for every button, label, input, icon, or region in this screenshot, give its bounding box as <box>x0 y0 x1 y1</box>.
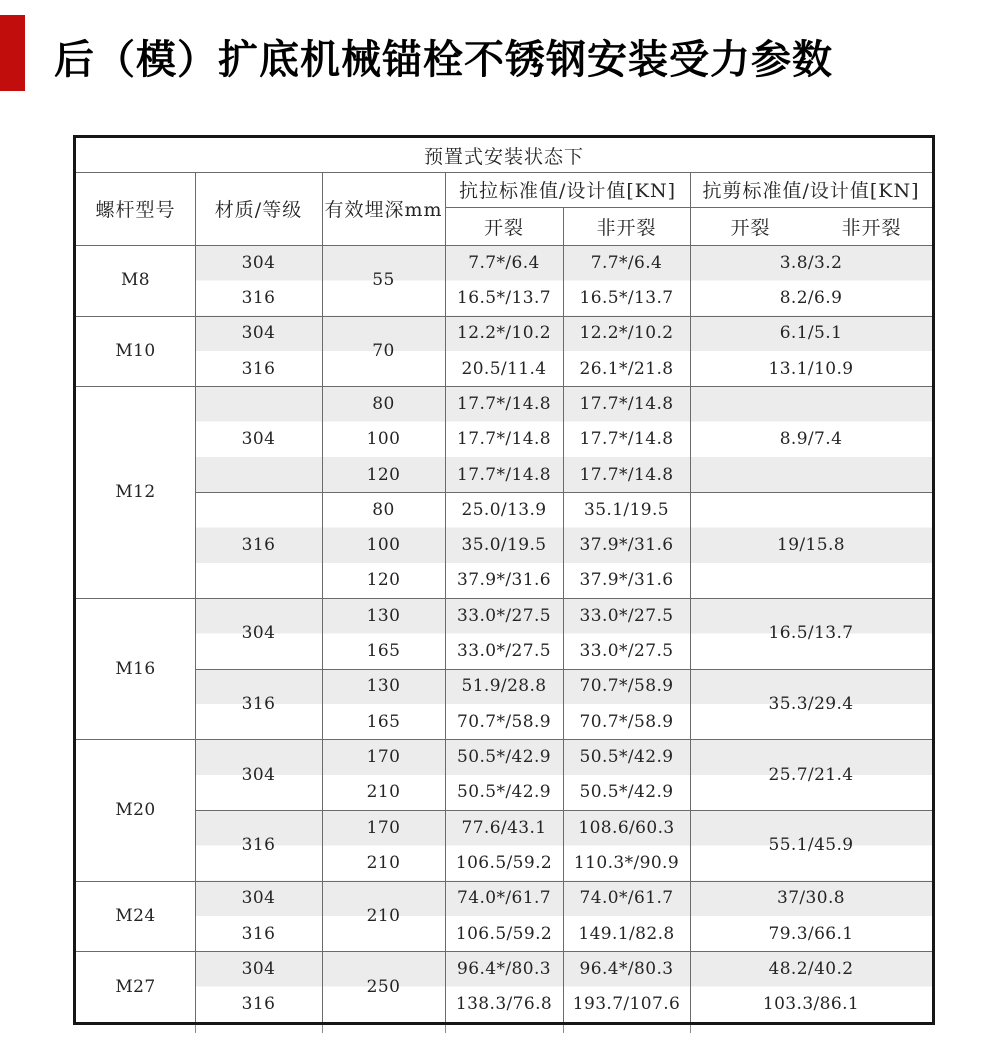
tension-uncracked-cell: 26.1*/21.8 <box>579 358 674 379</box>
tension-cracked-cell: 77.6/43.1 <box>461 817 547 838</box>
tension-uncracked-cell: 7.7*/6.4 <box>590 252 663 273</box>
tension-cracked-cell: 17.7*/14.8 <box>457 393 551 414</box>
tension-cracked-cell: 51.9/28.8 <box>461 676 547 697</box>
depth-cell: 80 <box>372 393 395 414</box>
tension-uncracked-cell: 96.4*/80.3 <box>579 959 674 980</box>
material-cell: 304 <box>241 764 276 785</box>
material-cell: 304 <box>241 623 276 644</box>
grid-line <box>322 1025 323 1033</box>
tension-uncracked-cell: 33.0*/27.5 <box>579 605 674 626</box>
tension-uncracked-cell: 35.1/19.5 <box>583 499 670 520</box>
tension-uncracked-cell: 17.7*/14.8 <box>579 393 674 414</box>
tension-uncracked-cell: 108.6/60.3 <box>578 817 675 838</box>
tension-cracked-cell: 7.7*/6.4 <box>468 252 540 273</box>
header-tension-cracked: 开裂 <box>483 216 524 239</box>
header-depth: 有效埋深mm <box>324 199 443 221</box>
tension-uncracked-cell: 74.0*/61.7 <box>579 888 674 909</box>
depth-cell: 165 <box>366 711 401 732</box>
tension-cracked-cell: 35.0/19.5 <box>461 535 547 556</box>
tension-cracked-cell: 138.3/76.8 <box>455 994 553 1015</box>
depth-cell: 55 <box>372 270 395 291</box>
shear-cell: 103.3/86.1 <box>762 994 860 1015</box>
depth-cell: 165 <box>366 641 401 662</box>
model-cell: M27 <box>115 976 156 997</box>
shear-cell: 3.8/3.2 <box>779 252 843 273</box>
depth-cell: 70 <box>372 340 395 361</box>
depth-cell: 120 <box>366 464 401 485</box>
tension-cracked-cell: 37.9*/31.6 <box>457 570 551 591</box>
tension-uncracked-cell: 50.5*/42.9 <box>579 747 674 768</box>
model-cell: M10 <box>115 340 156 361</box>
grid-line <box>445 1025 446 1033</box>
model-cell: M8 <box>120 270 151 291</box>
material-cell: 304 <box>241 252 276 273</box>
tension-cracked-cell: 16.5*/13.7 <box>457 287 551 308</box>
shear-cell: 55.1/45.9 <box>768 835 854 856</box>
tension-cracked-cell: 12.2*/10.2 <box>457 323 551 344</box>
tension-uncracked-cell: 16.5*/13.7 <box>579 287 674 308</box>
material-cell: 304 <box>241 959 276 980</box>
grid-line <box>195 1025 196 1033</box>
header-shear-uncracked: 非开裂 <box>841 216 902 239</box>
header-model: 螺杆型号 <box>95 199 176 221</box>
material-cell: 316 <box>241 694 276 715</box>
tension-cracked-cell: 17.7*/14.8 <box>457 464 551 485</box>
material-cell: 304 <box>241 323 276 344</box>
header-material: 材质/等级 <box>214 199 303 221</box>
tension-uncracked-cell: 37.9*/31.6 <box>579 535 674 556</box>
depth-cell: 210 <box>366 905 401 926</box>
parameters-table <box>73 135 935 1025</box>
material-cell: 316 <box>241 535 276 556</box>
model-cell: M24 <box>115 905 156 926</box>
tension-uncracked-cell: 17.7*/14.8 <box>579 429 674 450</box>
depth-cell: 80 <box>372 499 395 520</box>
tension-cracked-cell: 20.5/11.4 <box>461 358 547 379</box>
shear-cell: 6.1/5.1 <box>779 323 843 344</box>
material-cell: 316 <box>241 994 276 1015</box>
shear-cell: 25.7/21.4 <box>768 764 854 785</box>
tension-uncracked-cell: 70.7*/58.9 <box>579 676 674 697</box>
depth-cell: 250 <box>366 976 401 997</box>
material-cell: 316 <box>241 358 276 379</box>
tension-cracked-cell: 96.4*/80.3 <box>457 959 551 980</box>
depth-cell: 130 <box>366 676 401 697</box>
tension-uncracked-cell: 12.2*/10.2 <box>579 323 674 344</box>
header-shear-cracked: 开裂 <box>730 216 771 239</box>
tension-uncracked-cell: 50.5*/42.9 <box>579 782 674 803</box>
model-cell: M16 <box>115 658 156 679</box>
tension-uncracked-cell: 149.1/82.8 <box>578 923 675 944</box>
depth-cell: 130 <box>366 605 401 626</box>
tension-cracked-cell: 70.7*/58.9 <box>457 711 551 732</box>
banner-header: 预置式安装状态下 <box>423 145 584 168</box>
header-tension: 抗拉标准值/设计值[KN] <box>458 180 677 202</box>
tension-uncracked-cell: 193.7/107.6 <box>572 994 681 1015</box>
tension-cracked-cell: 106.5/59.2 <box>455 853 553 874</box>
tension-cracked-cell: 17.7*/14.8 <box>457 429 551 450</box>
depth-cell: 170 <box>366 747 401 768</box>
shear-cell: 8.9/7.4 <box>779 429 843 450</box>
depth-cell: 100 <box>366 535 401 556</box>
page-title: 后（模）扩底机械锚栓不锈钢安装受力参数 <box>54 38 833 82</box>
tension-cracked-cell: 106.5/59.2 <box>455 923 553 944</box>
tension-cracked-cell: 50.5*/42.9 <box>457 747 551 768</box>
shear-cell: 8.2/6.9 <box>779 287 843 308</box>
grid-line <box>563 1025 564 1033</box>
tension-cracked-cell: 33.0*/27.5 <box>457 641 551 662</box>
tension-cracked-cell: 74.0*/61.7 <box>457 888 551 909</box>
tension-cracked-cell: 50.5*/42.9 <box>457 782 551 803</box>
shear-cell: 48.2/40.2 <box>768 959 854 980</box>
depth-cell: 100 <box>366 429 401 450</box>
material-cell: 316 <box>241 287 276 308</box>
material-cell: 304 <box>241 429 276 450</box>
material-cell: 316 <box>241 835 276 856</box>
tension-cracked-cell: 33.0*/27.5 <box>457 605 551 626</box>
shear-cell: 79.3/66.1 <box>768 923 854 944</box>
depth-cell: 170 <box>366 817 401 838</box>
header-shear: 抗剪标准值/设计值[KN] <box>702 180 920 202</box>
material-cell: 316 <box>241 923 276 944</box>
model-cell: M20 <box>115 800 156 821</box>
model-cell: M12 <box>115 482 156 503</box>
tension-uncracked-cell: 37.9*/31.6 <box>579 570 674 591</box>
tension-uncracked-cell: 17.7*/14.8 <box>579 464 674 485</box>
shear-cell: 13.1/10.9 <box>768 358 854 379</box>
shear-cell: 19/15.8 <box>776 535 845 556</box>
grid-line <box>690 1025 691 1033</box>
shear-cell: 16.5/13.7 <box>768 623 854 644</box>
tension-uncracked-cell: 70.7*/58.9 <box>579 711 674 732</box>
shear-cell: 35.3/29.4 <box>768 694 854 715</box>
tension-uncracked-cell: 33.0*/27.5 <box>579 641 674 662</box>
depth-cell: 120 <box>366 570 401 591</box>
shear-cell: 37/30.8 <box>776 888 845 909</box>
header-tension-uncracked: 非开裂 <box>596 216 657 239</box>
tension-cracked-cell: 25.0/13.9 <box>461 499 547 520</box>
depth-cell: 210 <box>366 853 401 874</box>
depth-cell: 210 <box>366 782 401 803</box>
tension-uncracked-cell: 110.3*/90.9 <box>573 853 680 874</box>
material-cell: 304 <box>241 888 276 909</box>
title-accent-bar <box>0 15 25 91</box>
